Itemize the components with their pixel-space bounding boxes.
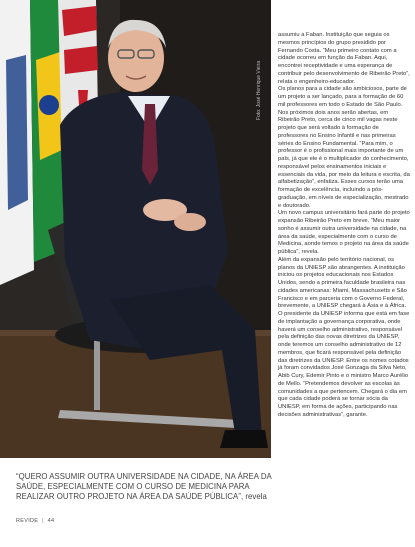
article-paragraph: Os planos para a cidade são ambiciosos, parte de um projeto a ser lançado, para a formação de 60 mil professores em todo o Estado de São Paulo. Nos próximos dois anos serão abertas, em Ribeirão Preto, cerca de cinco mil vagas neste projeto que será voltado à formação de professores no Ensino Infantil e nas primeiras séries do Ensino Fundamental. “Para mim, o professor é o profissional mais importante de um país, já que ele é o multiplicador do conhecimento, responsável pelos ensinamentos iniciais e essenciais da vida, por meio da leitura e escrita, da alfabetização”, enfatiza. Esses cursos terão uma formação de excelência, incluindo a pós-graduação, em níveis de especialização, mestrado e doutorado.	[278, 86, 410, 209]
article-paragraph: Um novo campus universitário fará parte do projeto expansão Ribeirão Preto em breve. “Meu maior sonho é assumir outra universidade na cidade, na área da saúde, especialmente com o curso de Medicina, aonde temos o projeto na área da saúde pública”, revela.	[278, 210, 410, 255]
article-paragraph: Além da expansão pelo território nacional, os planos da UNIESP são abrangentes. A instituição iniciou os projetos educacionais nos Estados Unidos, sendo a primeira faculdade brasileira nas cidades americanas: Miami, Massachusetts e São Francisco e em parceria com o Governo Federal, brevemente, a UNIESP chegará à Ásia e à África.	[278, 256, 407, 310]
footer-separator: |	[42, 518, 44, 524]
pull-quote	[16, 472, 278, 502]
photo-credit: Foto: José Henrique Vieira	[256, 60, 262, 120]
article-column	[278, 32, 410, 504]
page-footer	[16, 518, 54, 524]
pull-quote-attribution: revela	[243, 492, 267, 501]
page-number: 44	[47, 518, 55, 524]
pull-quote-text: “QUERO ASSUMIR OUTRA UNIVERSIDADE NA CIDADE, NA ÁREA DA SAÚDE, ESPECIALMENTE COM O CURSO DE MEDICINA PARA REALIZAR OUTRO PROJETO NA ÁREA DA SAÚDE PÚBLICA”,	[16, 472, 272, 501]
magazine-name: REVIDE	[16, 518, 39, 524]
article-paragraph: assumiu a Faban. Instituição que seguia os mesmos princípios do grupo presidido por Fernando Costa. “Meu primeiro contato com a cidade ocorreu em função da Faban. Aqui, encontrei receptividade e uma esperança de contribuir pelo desenvolvimento de Ribeirão Preto”, relata o engenheiro-educador.	[278, 32, 410, 85]
article-paragraph: O presidente da UNIESP informa que está em fase de implantação a governança corporativa, onde haverá um conselho administrativo, responsável pela definição das novas diretrizes da UNIESP, onde teremos um conselho administrativo de 12 membros, que ficará responsável pela definição das diretrizes da UNIESP. Entre os nomes cotados já foram convidados José Gonzaga da Silva Neto, Abib Cury, Edemir Pinto e o ministro Marco Aurélio de Mello. “Pretendemos devolver as escolas às comunidades a que pertencem. Chegará o dia em que cada cidade poderá se tornar sócia da UNIESP, em forma de ações, participando nas decisões administrativas”, garante.	[278, 311, 410, 418]
